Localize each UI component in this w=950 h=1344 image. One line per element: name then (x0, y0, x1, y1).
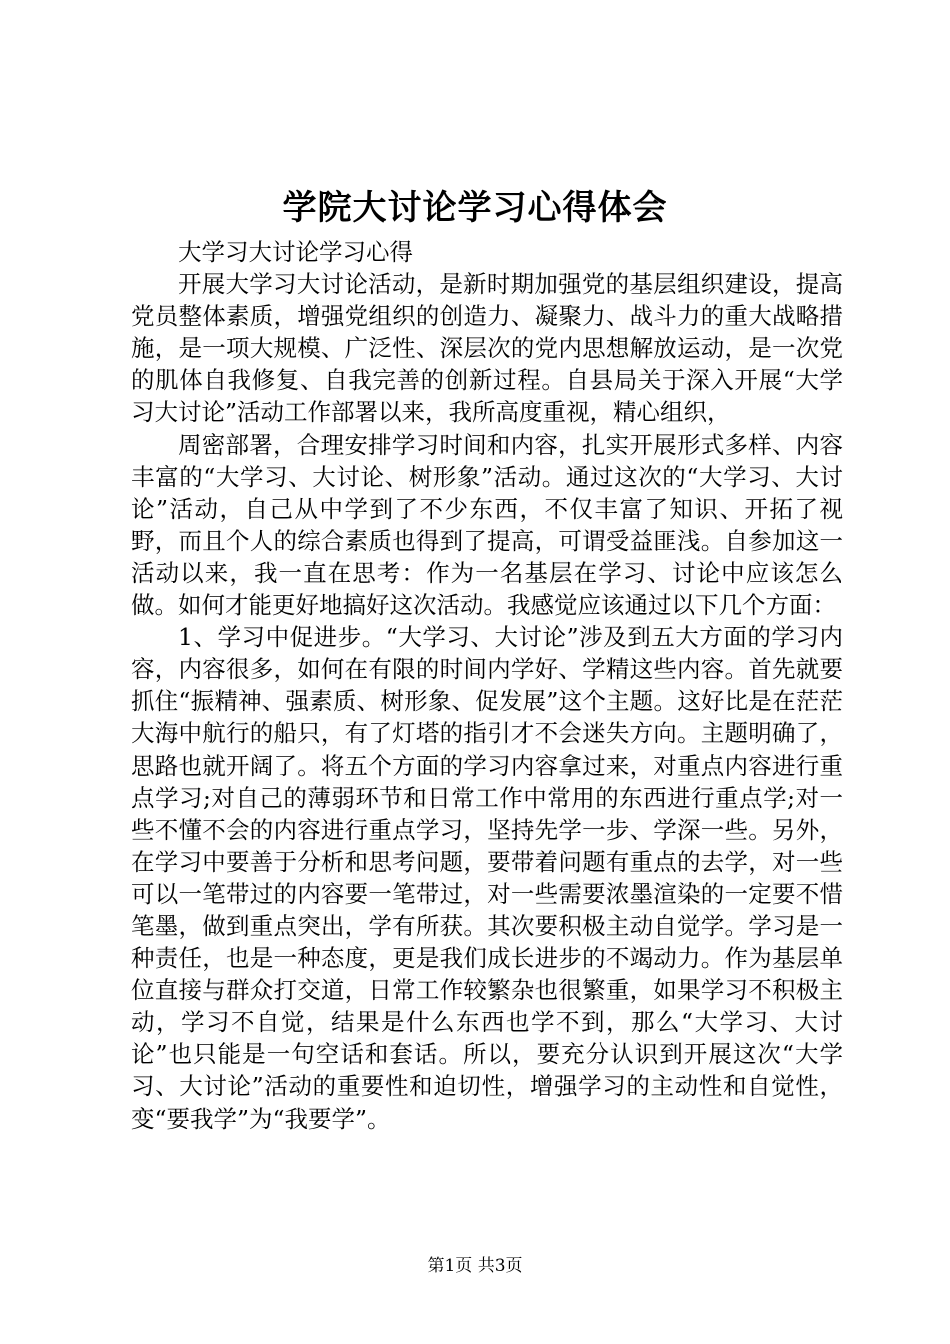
document-body (131, 236, 843, 1135)
paragraph: 周密部署，合理安排学习时间和内容，扎实开展形式多样、内容丰富的“大学习、大讨论、树形象”活动。通过这次的“大学习、大讨论”活动，自己从中学到了不少东西，不仅丰富了知识、开拓了视野，而且个人的综合素质也得到了提高，可谓受益匪浅。自参加这一活动以来，我一直在思考：作为一名基层在学习、讨论中应该怎么做。如何才能更好地搞好这次活动。我感觉应该通过以下几个方面： (131, 430, 843, 620)
paragraph: 1、学习中促进步。“大学习、大讨论”涉及到五大方面的学习内容，内容很多，如何在有限的时间内学好、学精这些内容。首先就要抓住“振精神、强素质、树形象、促发展”这个主题。这好比是在茫茫大海中航行的船只，有了灯塔的指引才不会迷失方向。主题明确了，思路也就开阔了。将五个方面的学习内容拿过来，对重点内容进行重点学习;对自己的薄弱环节和日常工作中常用的东西进行重点学;对一些不懂不会的内容进行重点学习，坚持先学一步、学深一些。另外，在学习中要善于分析和思考问题，要带着问题有重点的去学，对一些可以一笔带过的内容要一笔带过，对一些需要浓墨渲染的一定要不惜笔墨，做到重点突出，学有所获。其次要积极主动自觉学。学习是一种责任，也是一种态度，更是我们成长进步的不竭动力。作为基层单位直接与群众打交道，日常工作较繁杂也很繁重，如果学习不积极主动，学习不自觉，结果是什么东西也学不到，那么“大学习、大讨论”也只能是一句空话和套话。所以，要充分认识到开展这次“大学习、大讨论”活动的重要性和迫切性，增强学习的主动性和自觉性，变“要我学”为“我要学”。 (131, 623, 843, 1133)
paragraph-subtitle: 大学习大讨论学习心得 (178, 238, 413, 266)
document-title: 学院大讨论学习心得体会 (282, 188, 668, 228)
paragraph: 开展大学习大讨论活动，是新时期加强党的基层组织建设，提高党员整体素质，增强党组织的创造力、凝聚力、战斗力的重大战略措施，是一项大规模、广泛性、深层次的党内思想解放运动，是一次党的肌体自我修复、自我完善的创新过程。自县局关于深入开展“大学习大讨论”活动工作部署以来，我所高度重视，精心组织， (131, 270, 843, 427)
page-number-footer: 第1页 共3页 (427, 1256, 523, 1276)
